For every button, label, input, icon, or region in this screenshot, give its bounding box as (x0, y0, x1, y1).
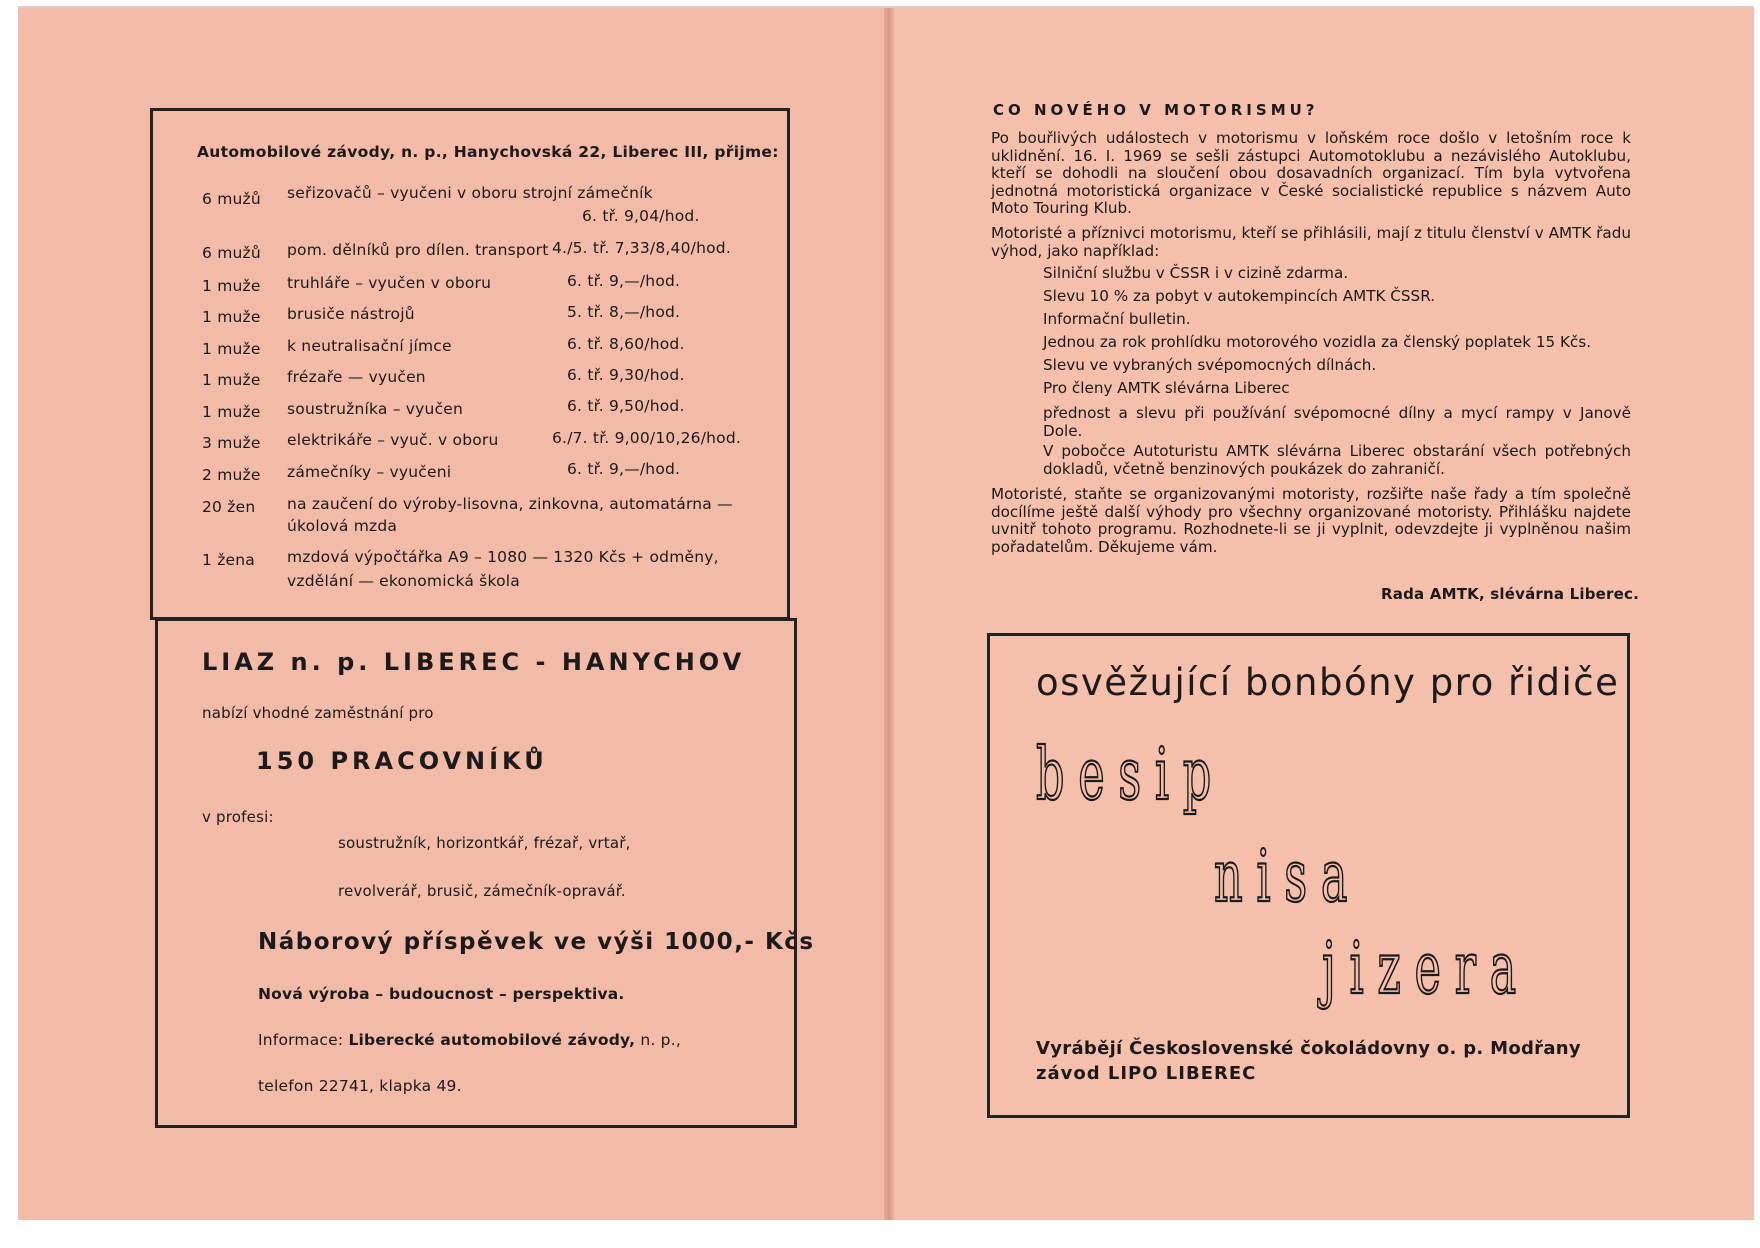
job-count: 20 žen (202, 498, 256, 516)
liaz-slogan: Nová výroba – budoucnost – perspektiva. (258, 985, 625, 1003)
job-rate: 6. tř. 9,04/hod. (582, 207, 700, 225)
job-count: 1 muže (202, 308, 261, 326)
job-count: 1 muže (202, 403, 261, 421)
liaz-telephone: telefon 22741, klapka 49. (258, 1077, 462, 1095)
benefit-item: Informační bulletin. (1043, 310, 1191, 328)
job-count: 1 muže (202, 277, 261, 295)
job-count: 2 muže (202, 466, 261, 484)
job-count: 3 muže (202, 434, 261, 452)
liaz-ad (155, 618, 797, 1128)
automobilove-header: Automobilové závody, n. p., Hanychovská 22, Liberec III, přijme: (197, 143, 779, 161)
job-rate: 6. tř. 9,30/hod. (567, 366, 685, 384)
liaz-recruitment-bonus: Náborový příspěvek ve výši 1000,- Kčs (258, 929, 815, 955)
job-count: 6 mužů (202, 190, 261, 208)
job-desc-cont: úkolová mzda (287, 517, 398, 535)
job-count: 1 muže (202, 371, 261, 389)
job-desc: brusiče nástrojů (287, 305, 415, 323)
benefit-item: V pobočce Autoturistu AMTK slévárna Liberec obstarání všech potřebných dokladů, včetně benzinových poukázek do zahraničí. (1043, 442, 1631, 478)
job-desc-cont: vzdělání — ekonomická škola (287, 572, 520, 590)
besip-headline: osvěžující bonbóny pro řidiče (1036, 661, 1620, 704)
liaz-offer-text: nabízí vhodné zaměstnání pro (202, 704, 434, 722)
page-gutter (884, 8, 894, 1220)
job-desc: zámečníky – vyučeni (287, 463, 452, 481)
benefit-item: Pro členy AMTK slévárna Liberec (1043, 379, 1290, 397)
liaz-professions-line-1: soustružník, horizontkář, frézař, vrtař, (338, 834, 631, 852)
brand-word-besip: besip (1036, 732, 1225, 816)
brand-word-nisa: nisa (1214, 834, 1362, 918)
job-desc: elektrikáře – vyuč. v oboru (287, 431, 499, 449)
liaz-info-company: Liberecké automobilové závody, (348, 1031, 636, 1049)
liaz-professions-line-2: revolverář, brusič, zámečník-opravář. (338, 882, 626, 900)
besip-plant: závod LIPO LIBEREC (1036, 1063, 1257, 1084)
article-paragraph-1: Po bouřlivých událostech v motorismu v loňském roce došlo v letošním roce k uklidnění. 16. I. 1969 se sešli zástupci Automotoklubu a nezávislého Autoklubu, kteří se dohodli na sloučení obou dosavadních organizací. Tím byla vytvořena jednotná motoristická organizace v České socialistické republice s názvem Auto Moto Touring Klub. (991, 129, 1631, 218)
job-rate: 6. tř. 9,50/hod. (567, 397, 685, 415)
job-desc: mzdová výpočtářka A9 – 1080 — 1320 Kčs + odměny, (287, 548, 719, 566)
benefit-item: Slevu 10 % za pobyt v autokempincích AMTK ČSSR. (1043, 287, 1436, 305)
article-paragraph-2: Motoristé a příznivci motorismu, kteří se přihlásili, mají z titulu členství v AMTK řadu výhod, jako například: (991, 224, 1631, 260)
liaz-profession-label: v profesi: (202, 808, 274, 826)
job-desc: pom. dělníků pro dílen. transport (287, 241, 549, 259)
job-rate: 6. tř. 9,—/hod. (567, 272, 681, 290)
article-paragraph-3: Motoristé, staňte se organizovanými motoristy, rozšiřte naše řady a tím společně docílíme ještě další výhody pro všechny organizované motoristy. Přihlášku najdete uvnitř tohoto programu. Rozhodnete-li se ji vyplnit, odevzdejte ji vyplněnou našim pořadatelům. Děkujeme vám. (991, 485, 1631, 556)
job-count: 1 muže (202, 340, 261, 358)
article-signature: Rada AMTK, slévárna Liberec. (1381, 585, 1639, 603)
job-count: 1 žena (202, 551, 255, 569)
benefit-item: přednost a slevu při používání svépomocné dílny a mycí rampy v Janově Dole. (1043, 404, 1631, 440)
job-desc: truhláře – vyučen v oboru (287, 274, 492, 292)
job-rate: 6./7. tř. 9,00/10,26/hod. (552, 429, 742, 447)
benefit-item: Jednou za rok prohlídku motorového vozidla za členský poplatek 15 Kčs. (1043, 333, 1592, 351)
job-desc: k neutralisační jímce (287, 337, 452, 355)
job-desc: na zaučení do výroby-lisovna, zinkovna, automatárna — (287, 495, 733, 513)
job-rate: 4./5. tř. 7,33/8,40/hod. (552, 239, 731, 257)
liaz-info-label: Informace: (258, 1031, 344, 1049)
job-desc: seřizovačů – vyučeni v oboru strojní zámečník (287, 184, 653, 202)
job-desc: soustružníka – vyučen (287, 400, 464, 418)
job-desc: frézaře — vyučen (287, 368, 426, 386)
job-rate: 5. tř. 8,—/hod. (567, 303, 681, 321)
besip-manufacturer: Vyrábějí Československé čokoládovny o. p. Modřany (1036, 1038, 1581, 1059)
liaz-worker-count: 150 PRACOVNÍKŮ (256, 747, 548, 775)
job-rate: 6. tř. 8,60/hod. (567, 335, 685, 353)
liaz-info-line (258, 1031, 681, 1049)
liaz-info-suffix: n. p., (640, 1031, 681, 1049)
benefit-item: Silniční službu v ČSSR i v cizině zdarma. (1043, 264, 1349, 282)
benefit-item: Slevu ve vybraných svépomocných dílnách. (1043, 356, 1377, 374)
liaz-title: LIAZ n. p. LIBEREC - HANYCHOV (202, 648, 746, 676)
job-count: 6 mužů (202, 244, 261, 262)
job-rate: 6. tř. 9,—/hod. (567, 460, 681, 478)
article-title: CO NOVÉHO V MOTORISMU? (993, 101, 1319, 119)
brand-word-jizera: jizera (1322, 926, 1530, 1010)
